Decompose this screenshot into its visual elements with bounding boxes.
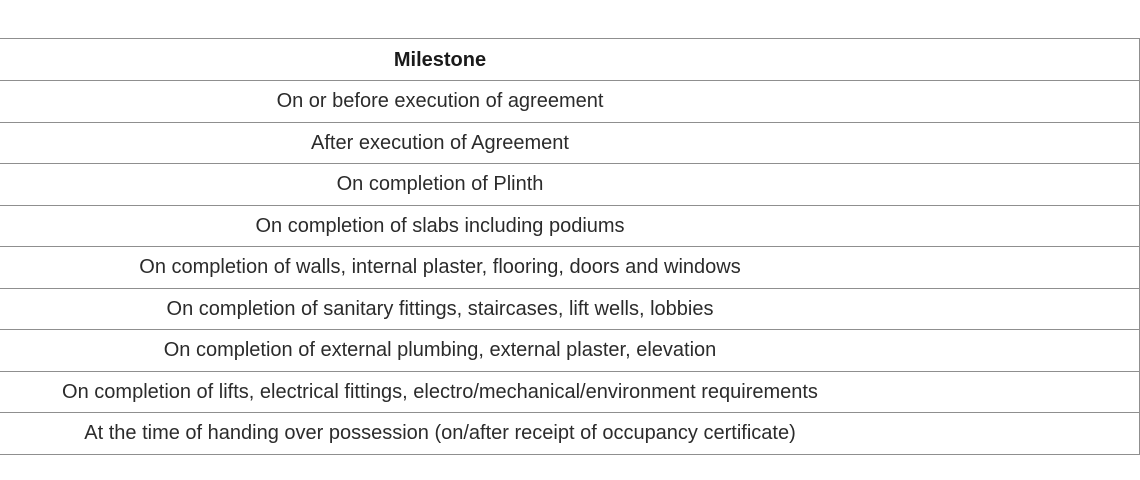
- table-row: [0, 288, 1140, 330]
- table-row: [0, 122, 1140, 164]
- milestone-cell: On or before execution of agreement: [0, 81, 1140, 123]
- table-row: [0, 81, 1140, 123]
- milestone-cell: On completion of lifts, electrical fittings, electro/mechanical/environment requirements: [0, 371, 1140, 413]
- table-row: [0, 330, 1140, 372]
- milestone-cell: On completion of external plumbing, external plaster, elevation: [0, 330, 1140, 372]
- table-row: [0, 371, 1140, 413]
- table-row: [0, 205, 1140, 247]
- milestone-cell: After execution of Agreement: [0, 122, 1140, 164]
- milestone-header: Milestone: [0, 39, 1140, 81]
- milestone-table: [0, 38, 1140, 455]
- milestone-cell: On completion of walls, internal plaster, flooring, doors and windows: [0, 247, 1140, 289]
- table-row: [0, 247, 1140, 289]
- header-row: [0, 39, 1140, 81]
- table-row: [0, 164, 1140, 206]
- milestone-cell: On completion of Plinth: [0, 164, 1140, 206]
- milestone-cell: On completion of slabs including podiums: [0, 205, 1140, 247]
- milestone-cell: At the time of handing over possession (on/after receipt of occupancy certificate): [0, 413, 1140, 455]
- table-row: [0, 413, 1140, 455]
- milestone-cell: On completion of sanitary fittings, staircases, lift wells, lobbies: [0, 288, 1140, 330]
